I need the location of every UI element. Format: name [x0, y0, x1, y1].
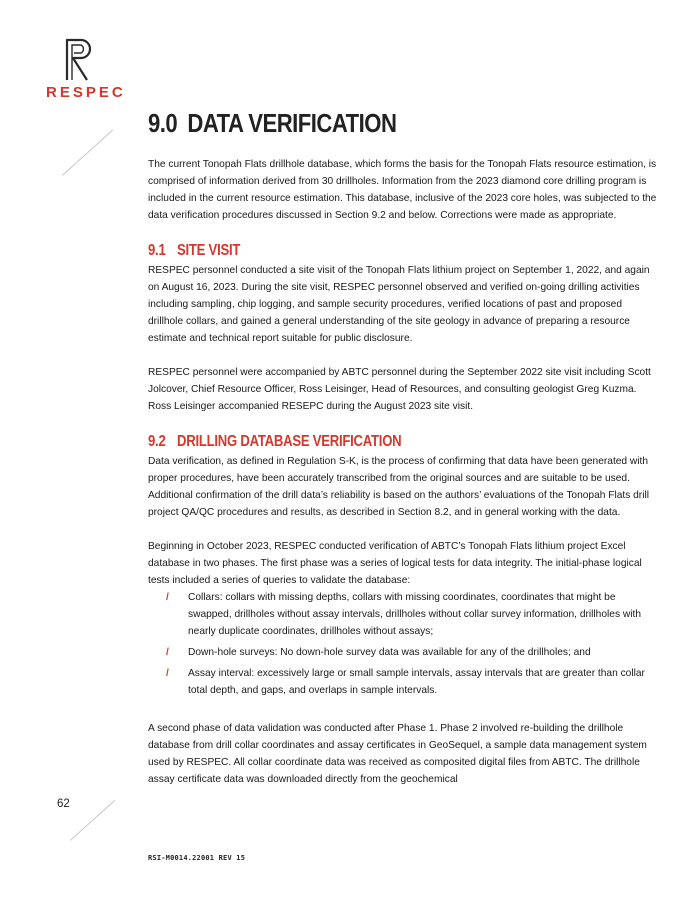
bullet-slash-icon: / [166, 668, 169, 679]
logo-wordmark: RESPEC [46, 84, 126, 101]
list-item [148, 644, 658, 661]
site-visit-paragraph-1: RESPEC personnel conducted a site visit of the Tonopah Flats lithium project on September 1, 2022, and again on August 16, 2023. During the site visit, RESPEC personnel observed and verified on-going drilling activities including sampling, chip logging, and sample security procedures, verified locations of past and proposed drillhole collars, and gained a general understanding of the site geology in advance of preparing a resource estimate and technical report suitable for public disclosure. [148, 265, 650, 344]
verification-paragraph-2: Beginning in October 2023, RESPEC conducted verification of ABTC’s Tonopah Flats lithium project Excel database in two phases. The first phase was a series of logical tests for data integrity. The initial-phase logical tests included a series of queries to validate the database: [148, 541, 642, 586]
bullet-slash-icon: / [166, 592, 169, 603]
subsection-9-2-number: 9.2 [148, 433, 166, 450]
respec-logo [46, 36, 126, 116]
intro-paragraph: The current Tonopah Flats drillhole database, which forms the basis for the Tonopah Flats resource estimation, is comprised of information derived from 30 drillholes. Information from the 2023 diamond core drilling program is included in the current resource estimation. This database, inclusive of the 2023 core holes, was subjected to the data verification procedures discussed in Section 9.2 and below. Corrections were made as appropriate. [148, 159, 657, 221]
subsection-9-1-title: SITE VISIT [176, 242, 241, 259]
list-item [148, 665, 658, 699]
subsection-9-2-heading [148, 431, 566, 453]
verification-paragraph-1: Data verification, as defined in Regulation S-K, is the process of confirming that data have been generated with proper procedures, have been accurately transcribed from the original sources and are suitable to be used. Additional confirmation of the drill data’s reliability is based on the authors’ evaluations of the Tonopah Flats drill project QA/QC procedures and results, as described in Section 8.2, and in general working with the data. [148, 456, 649, 518]
section-title: DATA VERIFICATION [187, 108, 397, 138]
list-item-text: Assay interval: excessively large or small sample intervals, assay intervals that are greater than collar total depth, and gaps, and overlaps in sample intervals. [188, 668, 645, 696]
r-monogram-icon [63, 36, 93, 82]
page-number: 62 [57, 798, 70, 810]
list-item-text: Down-hole surveys: No down-hole survey data was available for any of the drillholes; and [188, 647, 591, 658]
main-content [148, 108, 658, 788]
site-visit-paragraph-2: RESPEC personnel were accompanied by ABTC personnel during the September 2022 site visit including Scott Jolcover, Chief Resource Officer, Ross Leisinger, Head of Resources, and consulting geologist Greg Kuzma. Ross Leisinger accompanied RESEPC during the August 2023 site visit. [148, 367, 651, 412]
decorative-line-top [62, 129, 113, 175]
section-heading [148, 108, 582, 139]
bullet-slash-icon: / [166, 647, 169, 658]
verification-paragraph-3: A second phase of data validation was conducted after Phase 1. Phase 2 involved re-building the drillhole database from drill collar coordinates and assay certificates in GeoSequel, a sample data management system used by RESPEC. All collar coordinate data was received as composited digital files from ABTC. The drillhole assay certificate data was downloaded directly from the geochemical [148, 723, 647, 785]
subsection-9-2-title: DRILLING DATABASE VERIFICATION [176, 433, 402, 450]
section-number: 9.0 [148, 108, 178, 138]
logical-tests-list [148, 589, 658, 699]
footer-code: RSI-M0014.22001 REV 15 [148, 854, 246, 862]
decorative-line-bottom [70, 800, 115, 841]
list-item [148, 589, 658, 640]
subsection-9-1-number: 9.1 [148, 242, 166, 259]
list-item-text: Collars: collars with missing depths, collars with missing coordinates, coordinates that might be swapped, drillholes without assay intervals, drillholes without collar survey information, drillholes with nearly duplicate coordinates, drillholes without assays; [188, 592, 641, 637]
subsection-9-1-heading [148, 240, 566, 262]
